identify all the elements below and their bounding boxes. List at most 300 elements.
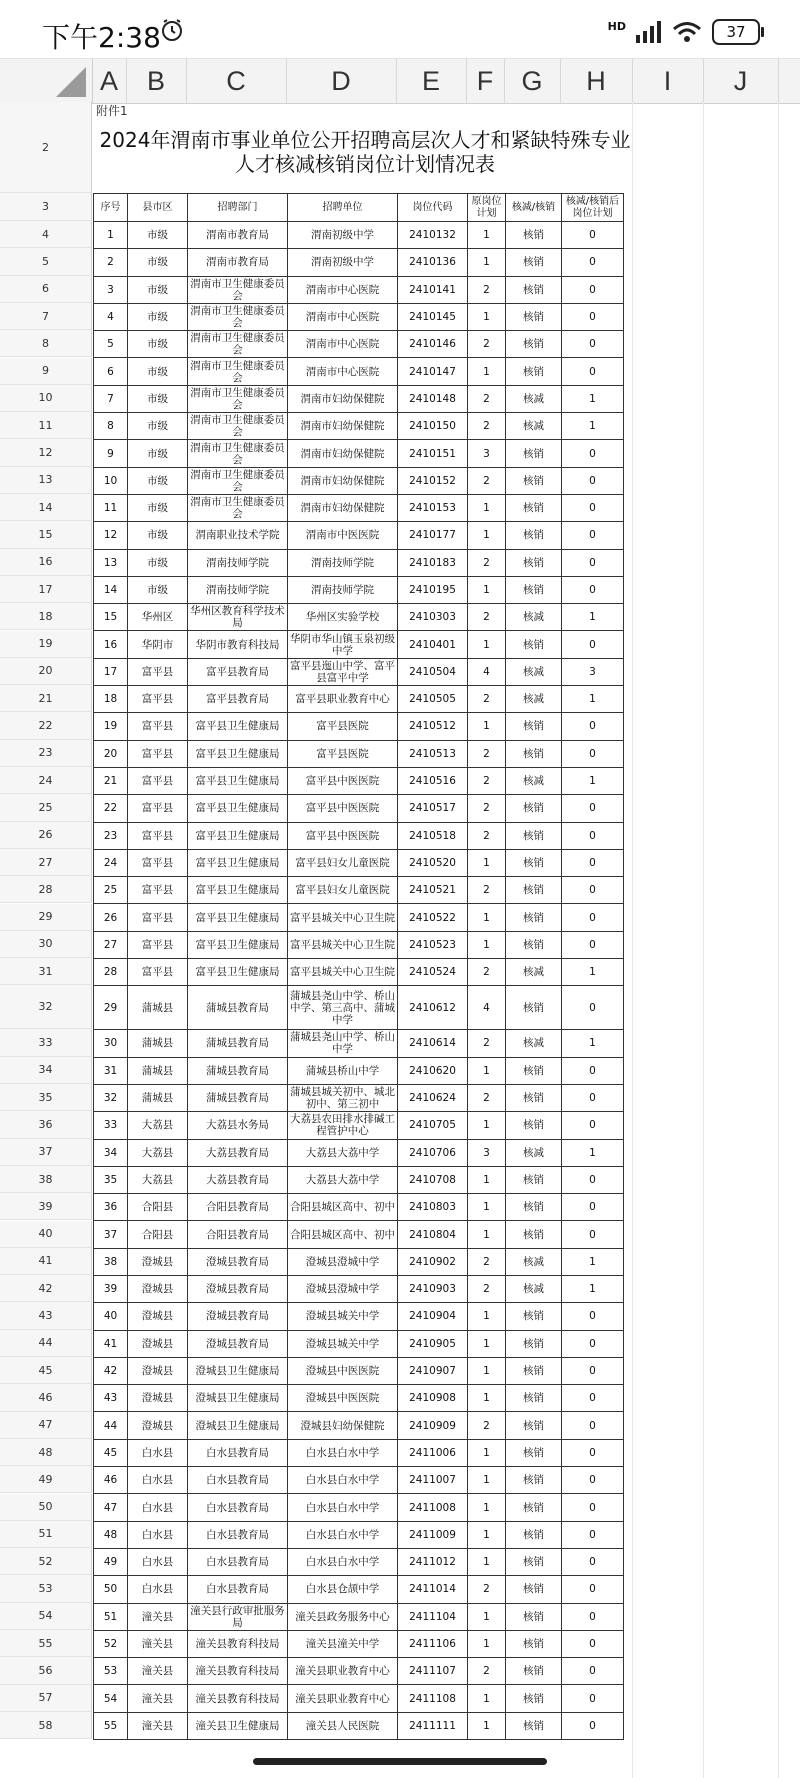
table-cell[interactable]: 蒲城县 (128, 986, 188, 1030)
table-header-cell[interactable]: 岗位代码 (398, 194, 468, 222)
table-cell[interactable]: 核销 (506, 549, 562, 576)
table-cell[interactable]: 2410141 (398, 276, 468, 303)
table-cell[interactable]: 0 (562, 904, 624, 931)
table-cell[interactable]: 2410151 (398, 440, 468, 467)
table-cell[interactable]: 0 (562, 440, 624, 467)
row-header[interactable]: 25 (0, 794, 92, 821)
table-cell[interactable]: 核销 (506, 1057, 562, 1084)
table-cell[interactable]: 富平县 (128, 795, 188, 822)
table-cell[interactable]: 2 (468, 1658, 506, 1685)
table-cell[interactable]: 核销 (506, 904, 562, 931)
table-cell[interactable]: 渭南市卫生健康委员会 (188, 413, 288, 440)
table-cell[interactable]: 富平县 (128, 822, 188, 849)
table-cell[interactable]: 2410504 (398, 658, 468, 685)
table-cell[interactable]: 核销 (506, 822, 562, 849)
table-cell[interactable]: 4 (468, 658, 506, 685)
table-cell[interactable]: 富平县中医医院 (288, 822, 398, 849)
row-header[interactable]: 27 (0, 849, 92, 876)
table-cell[interactable]: 0 (562, 303, 624, 330)
table-cell[interactable]: 2410908 (398, 1385, 468, 1412)
table-cell[interactable]: 0 (562, 713, 624, 740)
row-header[interactable]: 11 (0, 412, 92, 439)
table-cell[interactable]: 1 (468, 522, 506, 549)
row-header[interactable]: 8 (0, 330, 92, 357)
table-cell[interactable]: 2411009 (398, 1521, 468, 1548)
table-cell[interactable]: 45 (94, 1439, 128, 1466)
table-cell[interactable]: 大荔县 (128, 1112, 188, 1139)
table-cell[interactable]: 市级 (128, 385, 188, 412)
table-cell[interactable]: 大荔县大荔中学 (288, 1139, 398, 1166)
table-cell[interactable]: 白水县教育局 (188, 1494, 288, 1521)
table-cell[interactable]: 1 (468, 1603, 506, 1630)
table-cell[interactable]: 富平县城关中心卫生院 (288, 959, 398, 986)
table-cell[interactable]: 6 (94, 358, 128, 385)
table-cell[interactable]: 核销 (506, 1685, 562, 1712)
table-cell[interactable]: 富平县迤山中学、富平县富平中学 (288, 658, 398, 685)
table-cell[interactable]: 0 (562, 1658, 624, 1685)
table-cell[interactable]: 1 (562, 604, 624, 631)
table-cell[interactable]: 0 (562, 1166, 624, 1193)
table-cell[interactable]: 1 (562, 1248, 624, 1275)
row-header[interactable]: 24 (0, 767, 92, 794)
table-cell[interactable]: 核销 (506, 1112, 562, 1139)
table-cell[interactable]: 2 (468, 877, 506, 904)
table-cell[interactable]: 富平县卫生健康局 (188, 931, 288, 958)
table-cell[interactable]: 渭南市妇幼保健院 (288, 440, 398, 467)
table-cell[interactable]: 渭南技师学院 (188, 576, 288, 603)
table-cell[interactable]: 富平县卫生健康局 (188, 795, 288, 822)
table-cell[interactable]: 白水县 (128, 1521, 188, 1548)
table-cell[interactable]: 白水县教育局 (188, 1439, 288, 1466)
table-cell[interactable]: 核销 (506, 1521, 562, 1548)
table-cell[interactable]: 1 (468, 1712, 506, 1739)
row-header[interactable]: 2 (0, 102, 92, 193)
column-header-d[interactable]: D (286, 59, 397, 103)
table-cell[interactable]: 2410516 (398, 767, 468, 794)
table-cell[interactable]: 核减 (506, 1275, 562, 1302)
table-cell[interactable]: 核销 (506, 631, 562, 658)
table-cell[interactable]: 2 (468, 1576, 506, 1603)
table-cell[interactable]: 2410512 (398, 713, 468, 740)
table-cell[interactable]: 澄城县中医医院 (288, 1385, 398, 1412)
table-cell[interactable]: 1 (468, 1548, 506, 1575)
table-cell[interactable]: 渭南市卫生健康委员会 (188, 467, 288, 494)
table-cell[interactable]: 1 (468, 849, 506, 876)
row-header[interactable]: 37 (0, 1139, 92, 1166)
table-cell[interactable]: 渭南初级中学 (288, 222, 398, 249)
table-cell[interactable]: 43 (94, 1385, 128, 1412)
table-cell[interactable]: 22 (94, 795, 128, 822)
table-cell[interactable]: 2410183 (398, 549, 468, 576)
row-header[interactable]: 53 (0, 1575, 92, 1602)
table-cell[interactable]: 富平县 (128, 713, 188, 740)
table-cell[interactable]: 核销 (506, 331, 562, 358)
table-cell[interactable]: 1 (468, 1467, 506, 1494)
table-cell[interactable]: 潼关县人民医院 (288, 1712, 398, 1739)
table-cell[interactable]: 0 (562, 1521, 624, 1548)
table-cell[interactable]: 富平县卫生健康局 (188, 740, 288, 767)
table-cell[interactable]: 2 (468, 1248, 506, 1275)
table-cell[interactable]: 华州区 (128, 604, 188, 631)
table-cell[interactable]: 14 (94, 576, 128, 603)
row-header[interactable]: 17 (0, 576, 92, 603)
table-cell[interactable]: 17 (94, 658, 128, 685)
table-cell[interactable]: 澄城县教育局 (188, 1303, 288, 1330)
table-cell[interactable]: 白水县白水中学 (288, 1548, 398, 1575)
row-header[interactable]: 19 (0, 631, 92, 658)
table-cell[interactable]: 0 (562, 222, 624, 249)
table-cell[interactable]: 3 (94, 276, 128, 303)
table-cell[interactable]: 1 (468, 931, 506, 958)
table-cell[interactable]: 富平县医院 (288, 740, 398, 767)
table-cell[interactable]: 市级 (128, 222, 188, 249)
row-header[interactable]: 50 (0, 1494, 92, 1521)
table-cell[interactable]: 蒲城县 (128, 1030, 188, 1057)
table-cell[interactable]: 富平县 (128, 931, 188, 958)
row-header[interactable]: 34 (0, 1057, 92, 1084)
table-cell[interactable]: 0 (562, 494, 624, 521)
table-cell[interactable]: 0 (562, 276, 624, 303)
table-cell[interactable]: 核销 (506, 303, 562, 330)
table-cell[interactable]: 46 (94, 1467, 128, 1494)
table-cell[interactable]: 核销 (506, 358, 562, 385)
table-cell[interactable]: 渭南市卫生健康委员会 (188, 331, 288, 358)
table-cell[interactable]: 市级 (128, 522, 188, 549)
table-cell[interactable]: 0 (562, 1330, 624, 1357)
table-cell[interactable]: 1 (468, 303, 506, 330)
table-cell[interactable]: 核销 (506, 795, 562, 822)
table-cell[interactable]: 核减 (506, 413, 562, 440)
table-cell[interactable]: 11 (94, 494, 128, 521)
table-cell[interactable]: 核销 (506, 1221, 562, 1248)
table-cell[interactable]: 2411006 (398, 1439, 468, 1466)
row-header[interactable]: 26 (0, 822, 92, 849)
table-cell[interactable]: 核减 (506, 1030, 562, 1057)
table-cell[interactable]: 核销 (506, 1630, 562, 1657)
table-cell[interactable]: 澄城县妇幼保健院 (288, 1412, 398, 1439)
table-cell[interactable]: 13 (94, 549, 128, 576)
table-cell[interactable]: 核减 (506, 658, 562, 685)
table-cell[interactable]: 2410706 (398, 1139, 468, 1166)
table-cell[interactable]: 核销 (506, 222, 562, 249)
row-header[interactable]: 42 (0, 1275, 92, 1302)
table-cell[interactable]: 23 (94, 822, 128, 849)
row-header[interactable]: 7 (0, 303, 92, 330)
row-header[interactable]: 33 (0, 1029, 92, 1056)
table-cell[interactable]: 1 (562, 1139, 624, 1166)
table-cell[interactable]: 2410150 (398, 413, 468, 440)
table-cell[interactable]: 富平县教育局 (188, 658, 288, 685)
table-cell[interactable]: 富平县卫生健康局 (188, 849, 288, 876)
row-header[interactable]: 48 (0, 1439, 92, 1466)
table-cell[interactable]: 渭南市中心医院 (288, 303, 398, 330)
table-cell[interactable]: 市级 (128, 576, 188, 603)
table-cell[interactable]: 大荔县 (128, 1139, 188, 1166)
table-cell[interactable]: 2411111 (398, 1712, 468, 1739)
table-cell[interactable]: 2411008 (398, 1494, 468, 1521)
table-cell[interactable]: 1 (468, 1385, 506, 1412)
table-cell[interactable]: 2 (468, 413, 506, 440)
table-cell[interactable]: 53 (94, 1658, 128, 1685)
table-cell[interactable]: 核减 (506, 385, 562, 412)
row-header[interactable]: 6 (0, 276, 92, 303)
row-header[interactable]: 29 (0, 904, 92, 931)
row-header[interactable]: 35 (0, 1084, 92, 1111)
row-header[interactable]: 18 (0, 603, 92, 630)
table-cell[interactable]: 1 (468, 631, 506, 658)
table-cell[interactable]: 合阳县教育局 (188, 1221, 288, 1248)
table-cell[interactable]: 1 (468, 1685, 506, 1712)
column-header-f[interactable]: F (466, 59, 505, 103)
table-cell[interactable]: 富平县妇女儿童医院 (288, 849, 398, 876)
table-cell[interactable]: 2410705 (398, 1112, 468, 1139)
table-cell[interactable]: 合阳县城区高中、初中 (288, 1221, 398, 1248)
table-cell[interactable]: 核销 (506, 986, 562, 1030)
table-cell[interactable]: 19 (94, 713, 128, 740)
table-cell[interactable]: 蒲城县教育局 (188, 1030, 288, 1057)
table-cell[interactable]: 渭南技师学院 (288, 549, 398, 576)
table-cell[interactable]: 潼关县 (128, 1658, 188, 1685)
table-cell[interactable]: 富平县医院 (288, 713, 398, 740)
row-header[interactable]: 14 (0, 494, 92, 521)
table-cell[interactable]: 2410152 (398, 467, 468, 494)
table-cell[interactable]: 富平县卫生健康局 (188, 713, 288, 740)
table-cell[interactable]: 富平县卫生健康局 (188, 822, 288, 849)
table-cell[interactable]: 澄城县 (128, 1385, 188, 1412)
table-cell[interactable]: 核销 (506, 740, 562, 767)
table-header-cell[interactable]: 核减/核销后岗位计划 (562, 194, 624, 222)
column-header-e[interactable]: E (396, 59, 467, 103)
table-cell[interactable]: 2410524 (398, 959, 468, 986)
table-cell[interactable]: 2410520 (398, 849, 468, 876)
table-cell[interactable]: 澄城县卫生健康局 (188, 1357, 288, 1384)
table-cell[interactable]: 核销 (506, 1603, 562, 1630)
table-cell[interactable]: 2410620 (398, 1057, 468, 1084)
table-cell[interactable]: 2 (468, 1030, 506, 1057)
row-header[interactable]: 56 (0, 1657, 92, 1684)
table-cell[interactable]: 2 (468, 385, 506, 412)
table-cell[interactable]: 大荔县教育局 (188, 1166, 288, 1193)
table-header-cell[interactable]: 核减/核销 (506, 194, 562, 222)
row-header[interactable]: 5 (0, 248, 92, 275)
table-cell[interactable]: 1 (468, 1112, 506, 1139)
table-cell[interactable]: 0 (562, 1467, 624, 1494)
table-cell[interactable]: 35 (94, 1166, 128, 1193)
table-cell[interactable]: 富平县城关中心卫生院 (288, 931, 398, 958)
table-cell[interactable]: 1 (468, 1494, 506, 1521)
table-cell[interactable]: 1 (468, 1303, 506, 1330)
home-indicator[interactable] (253, 1758, 547, 1765)
table-cell[interactable]: 蒲城县桥山中学 (288, 1057, 398, 1084)
table-cell[interactable]: 54 (94, 1685, 128, 1712)
table-cell[interactable]: 核销 (506, 1303, 562, 1330)
table-cell[interactable]: 渭南市中医医院 (288, 522, 398, 549)
table-cell[interactable]: 澄城县教育局 (188, 1330, 288, 1357)
table-cell[interactable]: 34 (94, 1139, 128, 1166)
table-cell[interactable]: 核销 (506, 1548, 562, 1575)
table-cell[interactable]: 41 (94, 1330, 128, 1357)
table-cell[interactable]: 富平县教育局 (188, 686, 288, 713)
table-cell[interactable]: 潼关县行政审批服务局 (188, 1603, 288, 1630)
row-header[interactable]: 57 (0, 1685, 92, 1712)
table-cell[interactable]: 2410401 (398, 631, 468, 658)
row-header[interactable]: 44 (0, 1330, 92, 1357)
table-cell[interactable]: 2410902 (398, 1248, 468, 1275)
table-cell[interactable]: 18 (94, 686, 128, 713)
table-cell[interactable]: 白水县 (128, 1494, 188, 1521)
table-cell[interactable]: 核销 (506, 931, 562, 958)
table-cell[interactable]: 1 (468, 494, 506, 521)
table-cell[interactable]: 2410303 (398, 604, 468, 631)
table-cell[interactable]: 2410132 (398, 222, 468, 249)
table-cell[interactable]: 蒲城县尧山中学、桥山中学 (288, 1030, 398, 1057)
table-cell[interactable]: 2411106 (398, 1630, 468, 1657)
table-cell[interactable]: 渭南市中心医院 (288, 358, 398, 385)
table-cell[interactable]: 白水县白水中学 (288, 1467, 398, 1494)
table-cell[interactable]: 核减 (506, 959, 562, 986)
table-cell[interactable]: 28 (94, 959, 128, 986)
table-cell[interactable]: 2410145 (398, 303, 468, 330)
table-cell[interactable]: 潼关县职业教育中心 (288, 1658, 398, 1685)
select-all-corner[interactable] (0, 59, 93, 103)
table-cell[interactable]: 合阳县 (128, 1221, 188, 1248)
table-cell[interactable]: 0 (562, 849, 624, 876)
table-cell[interactable]: 48 (94, 1521, 128, 1548)
table-cell[interactable]: 2411108 (398, 1685, 468, 1712)
table-cell[interactable]: 1 (562, 767, 624, 794)
table-cell[interactable]: 核减 (506, 767, 562, 794)
table-cell[interactable]: 核销 (506, 276, 562, 303)
table-cell[interactable]: 2 (468, 1084, 506, 1111)
table-cell[interactable]: 核销 (506, 1194, 562, 1221)
table-cell[interactable]: 2410905 (398, 1330, 468, 1357)
table-cell[interactable]: 2410614 (398, 1030, 468, 1057)
table-cell[interactable]: 0 (562, 1548, 624, 1575)
table-cell[interactable]: 21 (94, 767, 128, 794)
table-cell[interactable]: 0 (562, 1494, 624, 1521)
row-header[interactable]: 21 (0, 685, 92, 712)
row-header[interactable]: 45 (0, 1357, 92, 1384)
table-cell[interactable]: 富平县卫生健康局 (188, 959, 288, 986)
table-cell[interactable]: 富平县卫生健康局 (188, 904, 288, 931)
table-cell[interactable]: 55 (94, 1712, 128, 1739)
table-cell[interactable]: 市级 (128, 494, 188, 521)
table-cell[interactable]: 4 (94, 303, 128, 330)
table-cell[interactable]: 0 (562, 331, 624, 358)
table-cell[interactable]: 2 (468, 767, 506, 794)
row-header[interactable]: 52 (0, 1548, 92, 1575)
table-cell[interactable]: 0 (562, 1357, 624, 1384)
table-cell[interactable]: 合阳县城区高中、初中 (288, 1194, 398, 1221)
table-cell[interactable]: 渭南市教育局 (188, 222, 288, 249)
row-header[interactable]: 49 (0, 1466, 92, 1493)
row-header[interactable]: 20 (0, 658, 92, 685)
table-cell[interactable]: 富平县城关中心卫生院 (288, 904, 398, 931)
row-header[interactable]: 32 (0, 985, 92, 1029)
table-cell[interactable]: 1 (468, 358, 506, 385)
table-cell[interactable]: 富平县卫生健康局 (188, 877, 288, 904)
table-cell[interactable]: 市级 (128, 549, 188, 576)
table-cell[interactable]: 富平县卫生健康局 (188, 767, 288, 794)
table-cell[interactable]: 2410708 (398, 1166, 468, 1193)
table-cell[interactable]: 渭南市卫生健康委员会 (188, 385, 288, 412)
table-cell[interactable]: 潼关县教育科技局 (188, 1630, 288, 1657)
table-cell[interactable]: 渭南市中心医院 (288, 276, 398, 303)
table-cell[interactable]: 0 (562, 1057, 624, 1084)
table-cell[interactable]: 0 (562, 1221, 624, 1248)
table-cell[interactable]: 1 (468, 1357, 506, 1384)
table-cell[interactable]: 核销 (506, 1166, 562, 1193)
table-cell[interactable]: 2410146 (398, 331, 468, 358)
table-cell[interactable]: 30 (94, 1030, 128, 1057)
table-cell[interactable]: 51 (94, 1603, 128, 1630)
table-header-cell[interactable]: 县市区 (128, 194, 188, 222)
table-header-cell[interactable]: 招聘单位 (288, 194, 398, 222)
table-cell[interactable]: 0 (562, 822, 624, 849)
table-cell[interactable]: 核销 (506, 877, 562, 904)
table-cell[interactable]: 2 (94, 249, 128, 276)
table-cell[interactable]: 2410523 (398, 931, 468, 958)
table-cell[interactable]: 44 (94, 1412, 128, 1439)
row-header[interactable]: 16 (0, 549, 92, 576)
table-cell[interactable]: 2410147 (398, 358, 468, 385)
table-cell[interactable]: 核销 (506, 1439, 562, 1466)
table-cell[interactable]: 市级 (128, 440, 188, 467)
table-cell[interactable]: 1 (562, 686, 624, 713)
table-cell[interactable]: 8 (94, 413, 128, 440)
table-cell[interactable]: 2410177 (398, 522, 468, 549)
table-cell[interactable]: 2 (468, 740, 506, 767)
table-cell[interactable]: 渭南初级中学 (288, 249, 398, 276)
table-cell[interactable]: 26 (94, 904, 128, 931)
table-cell[interactable]: 市级 (128, 358, 188, 385)
table-cell[interactable]: 富平县 (128, 904, 188, 931)
table-cell[interactable]: 1 (468, 1330, 506, 1357)
row-header[interactable]: 9 (0, 358, 92, 385)
table-cell[interactable]: 3 (468, 1139, 506, 1166)
table-cell[interactable]: 核销 (506, 522, 562, 549)
table-cell[interactable]: 白水县教育局 (188, 1548, 288, 1575)
table-cell[interactable]: 2410907 (398, 1357, 468, 1384)
table-cell[interactable]: 0 (562, 522, 624, 549)
row-header[interactable]: 38 (0, 1166, 92, 1193)
table-cell[interactable]: 核销 (506, 1412, 562, 1439)
table-cell[interactable]: 0 (562, 740, 624, 767)
table-cell[interactable]: 白水县白水中学 (288, 1494, 398, 1521)
column-header-a[interactable]: A (92, 59, 127, 103)
table-cell[interactable]: 富平县中医医院 (288, 767, 398, 794)
table-cell[interactable]: 蒲城县教育局 (188, 986, 288, 1030)
table-cell[interactable]: 1 (468, 1439, 506, 1466)
table-cell[interactable]: 0 (562, 576, 624, 603)
table-cell[interactable]: 核销 (506, 1330, 562, 1357)
column-header-i[interactable]: I (632, 59, 704, 103)
table-cell[interactable]: 0 (562, 549, 624, 576)
table-cell[interactable]: 白水县 (128, 1467, 188, 1494)
table-cell[interactable]: 渭南市妇幼保健院 (288, 385, 398, 412)
table-cell[interactable]: 潼关县 (128, 1603, 188, 1630)
table-cell[interactable]: 大荔县水务局 (188, 1112, 288, 1139)
table-cell[interactable]: 澄城县 (128, 1303, 188, 1330)
table-cell[interactable]: 市级 (128, 249, 188, 276)
table-cell[interactable]: 32 (94, 1084, 128, 1111)
table-cell[interactable]: 12 (94, 522, 128, 549)
table-cell[interactable]: 2410521 (398, 877, 468, 904)
table-cell[interactable]: 澄城县澄城中学 (288, 1275, 398, 1302)
table-cell[interactable]: 49 (94, 1548, 128, 1575)
table-cell[interactable]: 蒲城县 (128, 1057, 188, 1084)
row-header[interactable]: 22 (0, 712, 92, 739)
